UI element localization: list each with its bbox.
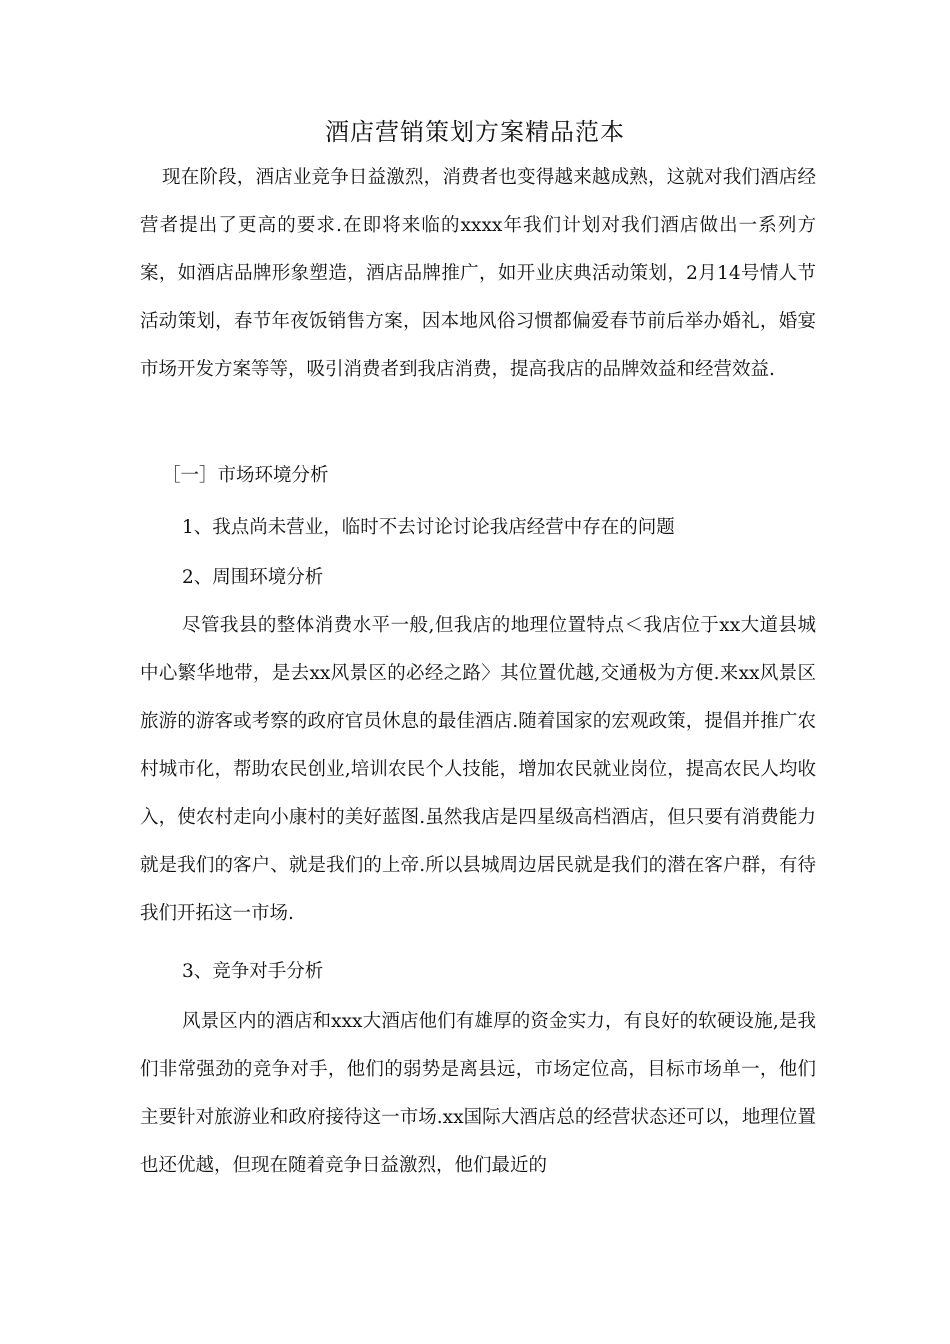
environment-analysis-paragraph: 尽管我县的整体消费水平一般,但我店的地理位置特点＜我店位于xx大道县城中心繁华地带，是去xx风景区的必经之路〉其位置优越,交通极为方便.来xx风景区旅游的游客或考察的政府官员休息的最佳酒店.随着国家的宏观政策，提倡并推广农村城市化，帮助农民创业,培训农民个人技能，增加农民就业岗位，提高农民人均收入，使农村走向小康村的美好蓝图.虽然我店是四星级高档酒店，但只要有消费能力就是我们的客户、就是我们的上帝.所以县城周边居民就是我们的潜在客户群，有待我们开拓这一市场. bbox=[140, 615, 816, 924]
intro-paragraph: 现在阶段，酒店业竞争日益激烈，消费者也变得越来越成熟，这就对我们酒店经营者提出了更高的要求.在即将来临的xxxx年我们计划对我们酒店做出一系列方案，如酒店品牌形象塑造，酒店品牌推广，如开业庆典活动策划，2月14号情人节活动策划，春节年夜饭销售方案，因本地风俗习惯都偏爱春节前后举办婚礼，婚宴市场开发方案等等，吸引消费者到我店消费，提高我店的品牌效益和经营效益. bbox=[140, 167, 816, 380]
list-item-1: 1、我点尚未营业，临时不去讨论讨论我店经营中存在的问题 bbox=[182, 517, 675, 538]
list-item-2: 2、周围环境分析 bbox=[182, 567, 324, 588]
list-item-3: 3、竞争对手分析 bbox=[182, 961, 324, 982]
section-heading-market-environment: ［一］市场环境分析 bbox=[162, 465, 329, 486]
competitor-analysis-paragraph: 风景区内的酒店和xxx大酒店他们有雄厚的资金实力，有良好的软硬设施,是我们非常强劲的竞争对手，他们的弱势是离县远，市场定位高，目标市场单一，他们主要针对旅游业和政府接待这一市场.xx国际大酒店总的经营状态还可以，地理位置也还优越，但现在随着竞争日益激烈，他们最近的 bbox=[140, 1011, 816, 1176]
document-title: 酒店营销策划方案精品范本 bbox=[325, 118, 625, 146]
